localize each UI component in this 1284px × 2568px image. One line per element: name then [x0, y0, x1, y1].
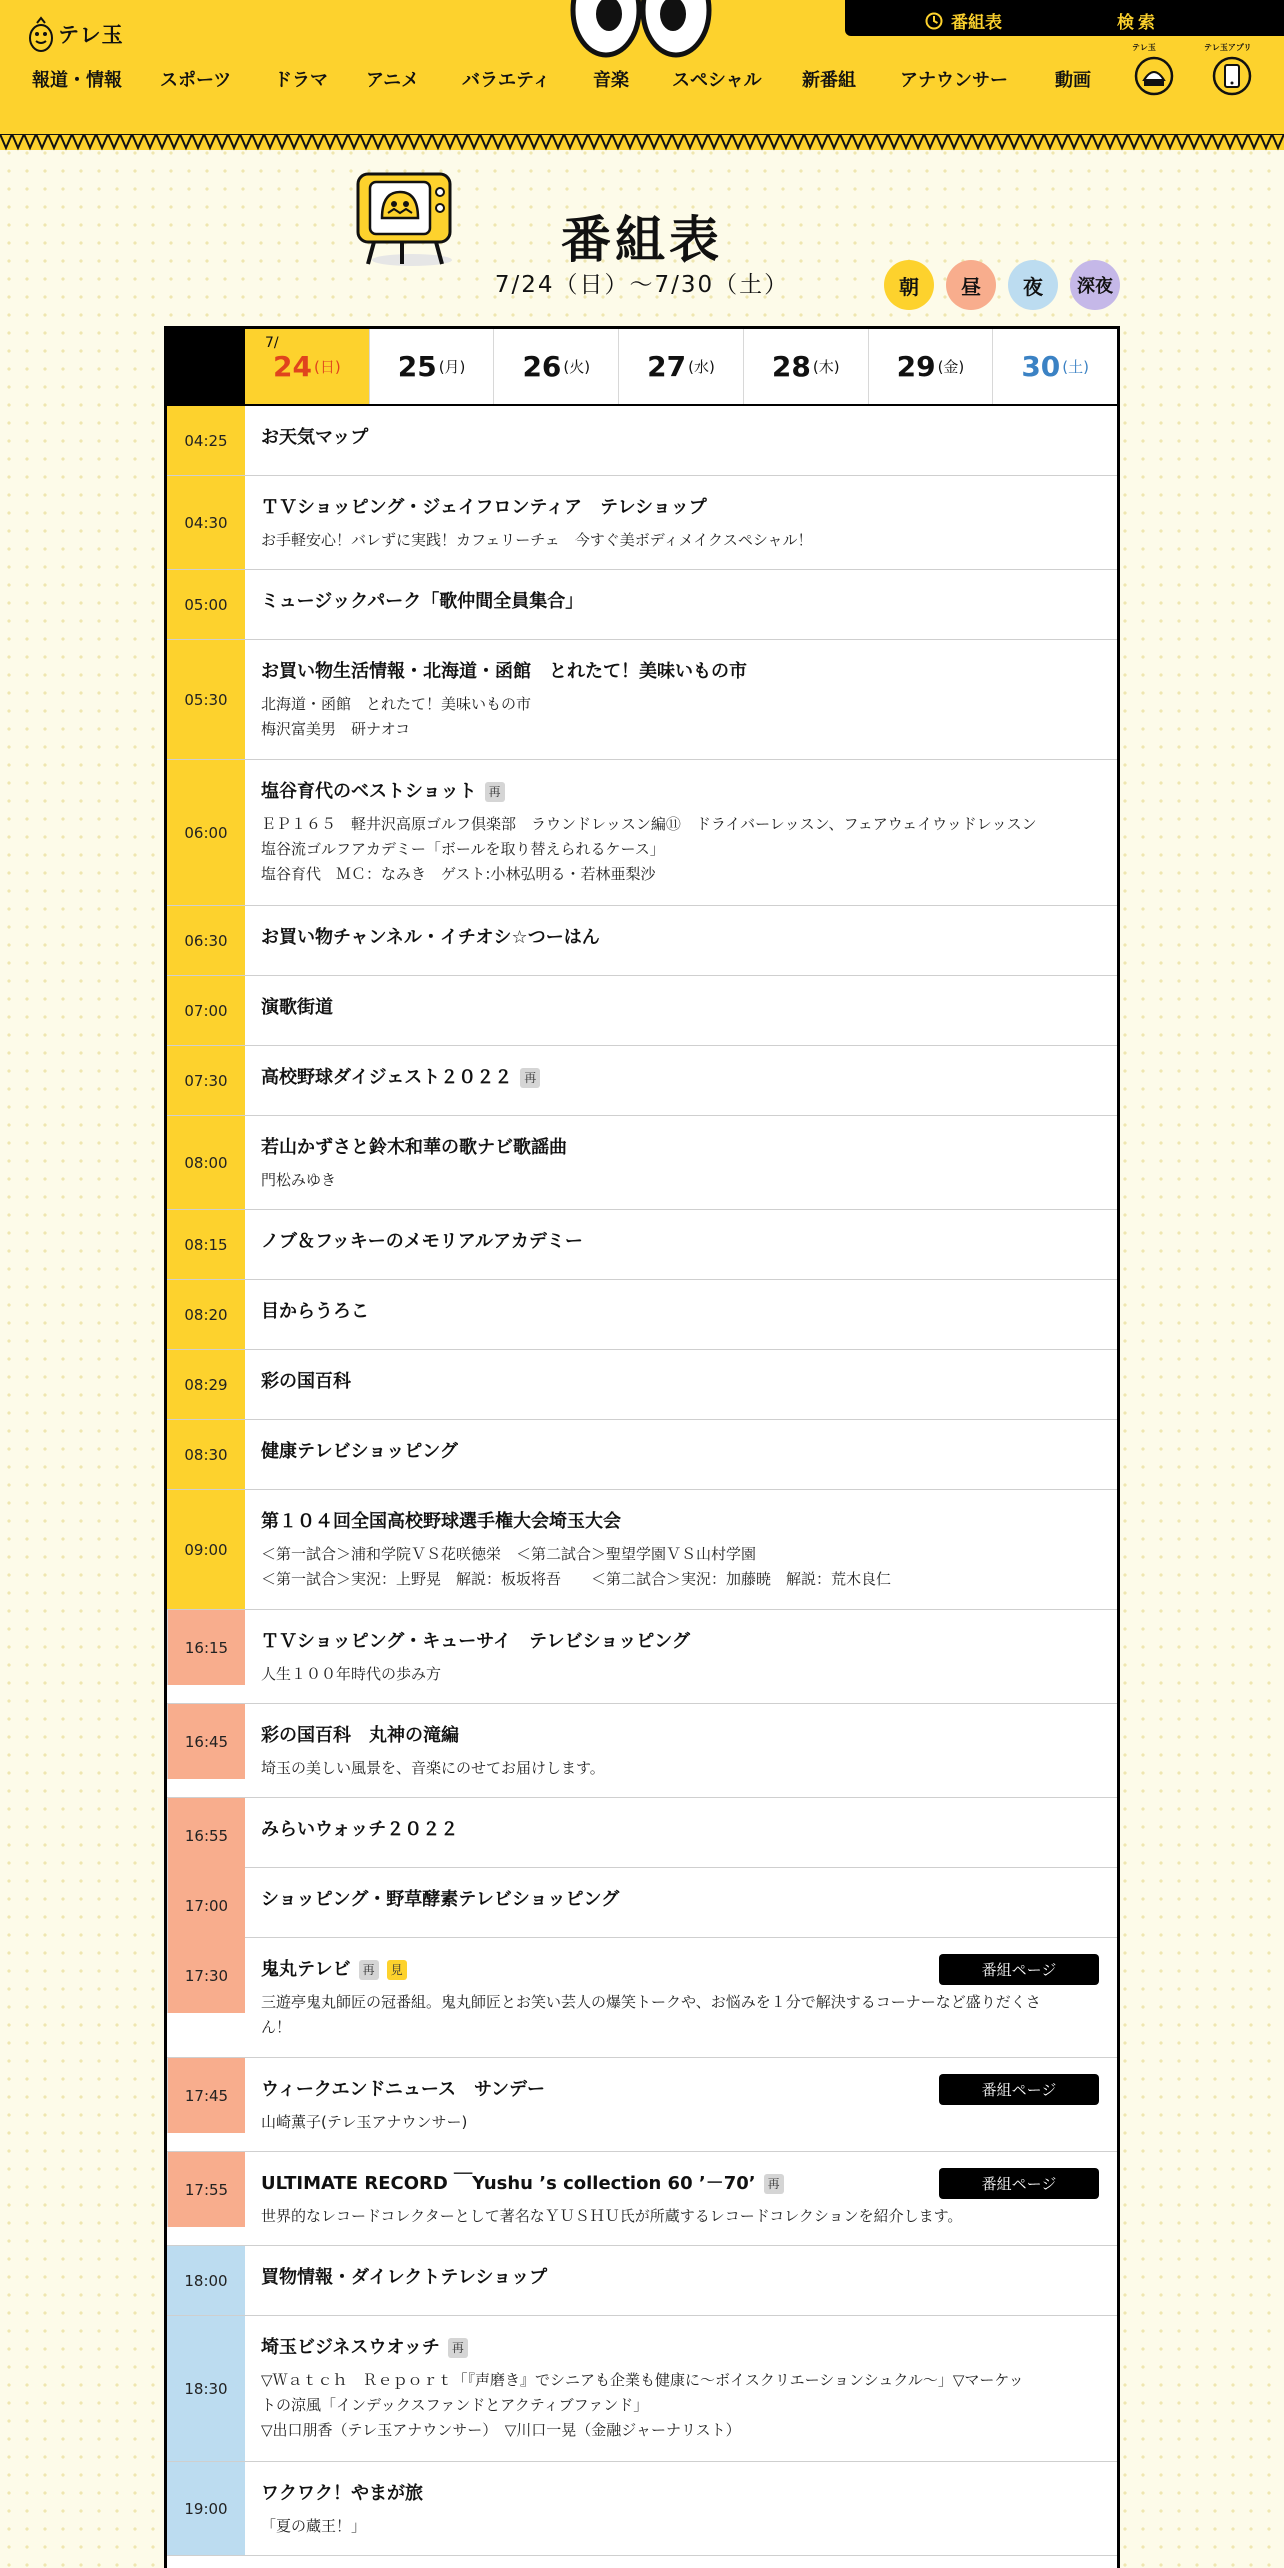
program-title[interactable]: ミュージックパーク「歌仲間全員集合」 — [261, 591, 584, 612]
program-title-line[interactable] — [261, 496, 1099, 520]
rerun-badge: 再 — [448, 2338, 468, 2358]
program-body — [245, 1116, 1117, 1209]
program-body — [245, 1798, 1117, 1867]
program-row[interactable] — [167, 2462, 1117, 2556]
program-page-button[interactable]: 番組ページ — [939, 1954, 1099, 1985]
program-time: 06:00 — [167, 760, 245, 905]
day-weekday: (木) — [812, 358, 840, 376]
time-of-day-night-button[interactable]: 夜 — [1008, 260, 1058, 310]
program-description — [261, 1990, 1099, 2040]
mascot-eyes-icon — [566, 0, 716, 60]
day-number: 28 — [771, 350, 811, 383]
program-description-line: 「夏の蔵王！」 — [261, 2517, 367, 2535]
program-guide-label: 番組表 — [951, 13, 1002, 33]
program-body — [245, 1210, 1117, 1279]
program-title-line[interactable] — [261, 1510, 1099, 1534]
program-row[interactable] — [167, 2246, 1117, 2316]
program-body — [245, 1046, 1117, 1115]
telet-mascot-link[interactable] — [1132, 43, 1174, 96]
program-description-line: 北海道・函館 とれたて！美味いもの市 — [261, 695, 532, 713]
program-time: 07:30 — [167, 1046, 245, 1115]
program-row[interactable] — [167, 1280, 1117, 1350]
day-tab-25[interactable] — [369, 329, 494, 404]
program-body — [245, 2462, 1117, 2555]
rerun-badge: 再 — [764, 2174, 784, 2194]
program-description-line: ん！ — [261, 2018, 292, 2036]
mascot-badge-icon — [1134, 56, 1174, 96]
program-description — [261, 1756, 1099, 1781]
program-time: 08:30 — [167, 1420, 245, 1489]
program-time: 05:00 — [167, 570, 245, 639]
program-body — [245, 906, 1117, 975]
view-badge: 見 — [387, 1960, 407, 1980]
program-body — [245, 760, 1117, 905]
program-title-line[interactable] — [261, 1724, 1099, 1748]
program-body — [245, 1350, 1117, 1419]
day-number: 25 — [397, 350, 437, 383]
time-of-day-late-night-button[interactable]: 深夜 — [1070, 260, 1120, 310]
program-title[interactable]: みらいウォッチ２０２２ — [261, 1819, 459, 1840]
program-row[interactable] — [167, 1046, 1117, 1116]
program-body — [245, 1420, 1117, 1489]
program-description-line: ▽Ｗａｔｃｈ Ｒｅｐｏｒｔ「『声磨き』でシニアも企業も健康に～ボイスクリエーションシュクル～」▽マーケッ — [261, 2371, 1024, 2389]
mascot-logo-icon — [28, 14, 54, 54]
site-header — [0, 0, 1284, 150]
search-link[interactable] — [1117, 8, 1159, 33]
program-description — [261, 2368, 1099, 2443]
program-title[interactable]: ULTIMATE RECORD ￣Yushu ’s collection 60 ’－70’ — [261, 2173, 756, 2194]
program-time: 04:30 — [167, 476, 245, 569]
program-title-line[interactable] — [261, 2336, 1099, 2360]
date-range: 7/24（日）〜7/30（土） — [494, 272, 790, 298]
day-tabs — [167, 329, 1117, 406]
program-description-line: 梅沢富美男 研ナオコ — [261, 720, 411, 738]
program-title[interactable]: 鬼丸テレビ — [261, 1959, 351, 1980]
program-guide-link[interactable] — [925, 8, 1002, 33]
program-description-line: 人生１００年時代の歩み方 — [261, 1665, 442, 1683]
program-description — [261, 692, 1099, 742]
program-time: 17:55 — [167, 2152, 245, 2227]
program-row[interactable] — [167, 476, 1117, 570]
nav-item-drama[interactable]: ドラマ — [274, 70, 328, 91]
schedule-table — [164, 326, 1120, 2568]
program-title[interactable]: 買物情報・ダイレクトテレショップ — [261, 2267, 548, 2288]
program-row[interactable] — [167, 1350, 1117, 1420]
header-zigzag-divider — [0, 134, 1284, 156]
program-row[interactable] — [167, 1798, 1117, 1868]
logo-text: テレ玉 — [58, 23, 124, 47]
nav-item-anime[interactable]: アニメ — [366, 70, 420, 91]
nav-item-videos[interactable]: 動画 — [1055, 70, 1091, 91]
program-row[interactable] — [167, 1210, 1117, 1280]
program-body — [245, 1938, 1117, 2057]
day-weekday: (土) — [1062, 358, 1090, 376]
app-phone-icon — [1212, 56, 1252, 96]
program-time: 17:45 — [167, 2058, 245, 2133]
program-row[interactable] — [167, 1116, 1117, 1210]
program-title[interactable]: 塩谷育代のベストショット — [261, 781, 477, 802]
program-time: 16:45 — [167, 1704, 245, 1779]
program-title[interactable]: ショッピング・野草酵素テレビショッピング — [261, 1889, 620, 1910]
day-tab-29[interactable] — [868, 329, 993, 404]
time-of-day-morning-button[interactable]: 朝 — [884, 260, 934, 310]
program-title-line[interactable] — [261, 1440, 1099, 1464]
day-number: 29 — [896, 350, 936, 383]
program-description-line: 塩谷育代 ＭＣ：なみき ゲスト:小林弘明る・若林亜梨沙 — [261, 865, 656, 883]
program-time: 05:30 — [167, 640, 245, 759]
day-tab-26[interactable] — [493, 329, 618, 404]
program-title-line[interactable] — [261, 590, 1099, 614]
program-body — [245, 1280, 1117, 1349]
program-body — [245, 570, 1117, 639]
program-title-line[interactable] — [261, 926, 1099, 950]
program-row[interactable] — [167, 976, 1117, 1046]
program-body — [245, 2058, 1117, 2151]
telet-app-link[interactable] — [1204, 43, 1252, 96]
program-title-line[interactable] — [261, 996, 1099, 1020]
program-list — [167, 406, 1117, 2556]
rerun-badge: 再 — [520, 1068, 540, 1088]
day-weekday: (金) — [937, 358, 965, 376]
nav-item-variety[interactable]: バラエティ — [462, 70, 551, 91]
app-link-label: テレ玉アプリ — [1204, 43, 1252, 52]
search-label: 検索 — [1117, 13, 1159, 33]
program-row[interactable] — [167, 1610, 1117, 1704]
program-time: 18:00 — [167, 2246, 245, 2315]
program-title-line[interactable] — [261, 1888, 1099, 1912]
program-title[interactable]: お買い物チャンネル・イチオシ☆つーはん — [261, 927, 600, 948]
day-weekday: (日) — [313, 358, 341, 376]
nav-item-music[interactable]: 音楽 — [593, 70, 629, 91]
program-row[interactable] — [167, 1704, 1117, 1798]
program-title[interactable]: 目からうろこ — [261, 1301, 369, 1322]
program-row[interactable] — [167, 2316, 1117, 2462]
main-nav — [0, 66, 1284, 96]
program-description-line: お手軽安心！バレずに実践！カフェリーチェ 今すぐ美ボディメイクスペシャル！ — [261, 531, 813, 549]
clock-icon — [925, 12, 943, 30]
program-title-line[interactable] — [261, 1066, 1099, 1090]
program-page-button[interactable]: 番組ページ — [939, 2168, 1099, 2199]
program-row[interactable] — [167, 1490, 1117, 1610]
program-row[interactable] — [167, 1420, 1117, 1490]
nav-item-new-programs[interactable]: 新番組 — [802, 70, 856, 91]
day-tab-28[interactable] — [743, 329, 868, 404]
program-time: 06:30 — [167, 906, 245, 975]
program-row[interactable] — [167, 2152, 1117, 2246]
program-time: 18:30 — [167, 2316, 245, 2461]
program-description-line: トの涼風「インデックスファンドとアクティブファンド」 — [261, 2396, 649, 2414]
program-description-line: 三遊亭鬼丸師匠の冠番組。鬼丸師匠とお笑い芸人の爆笑トークや、お悩みを１分で解決するコーナーなど盛りだくさ — [261, 1993, 1041, 2011]
program-time: 08:20 — [167, 1280, 245, 1349]
program-title[interactable]: ノブ＆フッキーのメモリアルアカデミー — [261, 1231, 583, 1252]
rerun-badge: 再 — [485, 782, 505, 802]
program-title[interactable]: ＴＶショッピング・ジェイフロンティア テレショップ — [261, 497, 707, 518]
program-time: 16:55 — [167, 1798, 245, 1873]
program-time: 08:29 — [167, 1350, 245, 1419]
program-time: 09:00 — [167, 1490, 245, 1609]
program-row[interactable] — [167, 760, 1117, 906]
program-description — [261, 2110, 1099, 2135]
program-title[interactable]: ＴＶショッピング・キューサイ テレビショッピング — [261, 1631, 690, 1652]
program-description-line: 埼玉の美しい風景を、音楽にのせてお届けします。 — [261, 1759, 605, 1777]
program-description — [261, 1542, 1099, 1592]
program-description — [261, 528, 1099, 553]
program-title[interactable]: お天気マップ — [261, 427, 369, 448]
program-description-line: 門松みゆき — [261, 1171, 337, 1189]
program-body — [245, 1868, 1117, 1937]
program-time: 07:00 — [167, 976, 245, 1045]
program-title-line[interactable] — [261, 780, 1099, 804]
program-title[interactable]: お買い物生活情報・北海道・函館 とれたて！美味いもの市 — [261, 661, 747, 682]
program-row[interactable] — [167, 1868, 1117, 1938]
rerun-badge: 再 — [359, 1960, 379, 1980]
program-description — [261, 1662, 1099, 1687]
program-title[interactable]: 若山かずさと鈴木和華の歌ナビ歌謡曲 — [261, 1137, 567, 1158]
day-number: 27 — [647, 350, 687, 383]
program-title[interactable]: 演歌街道 — [261, 997, 333, 1018]
nav-item-sports[interactable]: スポーツ — [160, 70, 232, 91]
day-month: 7/ — [265, 335, 279, 351]
program-row[interactable] — [167, 906, 1117, 976]
program-description — [261, 2204, 1099, 2229]
program-title-line[interactable] — [261, 1370, 1099, 1394]
program-title[interactable]: 彩の国百科 丸神の滝編 — [261, 1725, 459, 1746]
day-tabs-corner — [167, 329, 245, 404]
program-body — [245, 640, 1117, 759]
day-tab-27[interactable] — [618, 329, 743, 404]
program-time: 16:15 — [167, 1610, 245, 1685]
time-of-day-day-button[interactable]: 昼 — [946, 260, 996, 310]
program-title[interactable]: 彩の国百科 — [261, 1371, 351, 1392]
page-title: 番組表 — [561, 211, 723, 269]
program-body — [245, 1704, 1117, 1797]
program-body — [245, 1490, 1117, 1609]
program-time: 08:00 — [167, 1116, 245, 1209]
program-title[interactable]: ウィークエンドニュース サンデー — [261, 2079, 546, 2100]
program-title[interactable]: ワクワク！やまが旅 — [261, 2483, 423, 2504]
program-time: 17:30 — [167, 1938, 245, 2013]
day-number: 24 — [273, 350, 312, 383]
program-title-line[interactable] — [261, 2482, 1099, 2506]
program-description — [261, 1168, 1099, 1193]
program-title-line[interactable] — [261, 1818, 1099, 1842]
program-time: 17:00 — [167, 1868, 245, 1943]
day-number: 30 — [1021, 350, 1061, 383]
program-row[interactable] — [167, 2058, 1117, 2152]
program-description-line: 塩谷流ゴルフアカデミー「ボールを取り替えられるケース」 — [261, 840, 665, 858]
program-body — [245, 2246, 1117, 2315]
nav-item-announcers[interactable]: アナウンサー — [900, 70, 1008, 91]
program-body — [245, 2152, 1117, 2245]
program-title-line[interactable] — [261, 2266, 1099, 2290]
program-title[interactable]: 第１０４回全国高校野球選手権大会埼玉大会 — [261, 1511, 621, 1532]
program-row[interactable] — [167, 640, 1117, 760]
program-description-line: ＥＰ１６５ 軽井沢高原ゴルフ倶楽部 ラウンドレッスン編⑪ ドライバーレッスン、フェアウェイウッドレッスン — [261, 815, 1037, 833]
program-description-line: ▽出口朋香（テレ玉アナウンサー） ▽川口一晃（金融ジャーナリスト） — [261, 2421, 741, 2439]
program-time: 04:25 — [167, 406, 245, 475]
program-title-line[interactable] — [261, 660, 1099, 684]
day-weekday: (火) — [563, 358, 591, 376]
program-time: 08:15 — [167, 1210, 245, 1279]
program-description-line: ＜第一試合＞実況：上野晃 解説：板坂将吾 ＜第二試合＞実況：加藤暁 解説：荒木良仁 — [261, 1570, 892, 1588]
program-body — [245, 476, 1117, 569]
program-title-line[interactable] — [261, 1136, 1099, 1160]
nav-item-special[interactable]: スペシャル — [672, 70, 762, 91]
day-tab-24[interactable] — [245, 329, 369, 404]
program-body — [245, 1610, 1117, 1703]
program-description — [261, 812, 1099, 887]
program-description-line: ＜第一試合＞浦和学院ＶＳ花咲徳栄 ＜第二試合＞聖望学園ＶＳ山村学園 — [261, 1545, 757, 1563]
program-description-line: 山崎薫子(テレ玉アナウンサー) — [261, 2113, 468, 2131]
program-title[interactable]: 高校野球ダイジェスト２０２２ — [261, 1067, 513, 1088]
site-logo[interactable] — [28, 14, 124, 54]
program-time: 19:00 — [167, 2462, 245, 2555]
program-title-line[interactable] — [261, 1630, 1099, 1654]
program-body — [245, 2316, 1117, 2461]
program-title-line[interactable] — [261, 1300, 1099, 1324]
day-weekday: (月) — [438, 358, 466, 376]
program-body — [245, 406, 1117, 475]
program-title-line[interactable] — [261, 1230, 1099, 1254]
program-title[interactable]: 健康テレビショッピング — [261, 1441, 458, 1462]
program-row[interactable] — [167, 570, 1117, 640]
program-title[interactable]: 埼玉ビジネスウオッチ — [261, 2337, 440, 2358]
day-tab-30[interactable] — [992, 329, 1117, 404]
program-description — [261, 2514, 1099, 2539]
program-body — [245, 976, 1117, 1045]
program-title-line[interactable] — [261, 426, 1099, 450]
nav-item-news[interactable]: 報道・情報 — [32, 70, 122, 91]
day-weekday: (水) — [688, 358, 715, 376]
program-row[interactable] — [167, 1938, 1117, 2058]
program-description-line: 世界的なレコードコレクターとして著名なＹＵＳＨＵ氏が所蔵するレコードコレクションを紹介します。 — [261, 2207, 963, 2225]
utility-bar — [845, 0, 1284, 36]
program-page-button[interactable]: 番組ページ — [939, 2074, 1099, 2105]
day-number: 26 — [522, 350, 562, 383]
program-row[interactable] — [167, 406, 1117, 476]
mascot-badge-label: テレ玉 — [1132, 43, 1156, 52]
